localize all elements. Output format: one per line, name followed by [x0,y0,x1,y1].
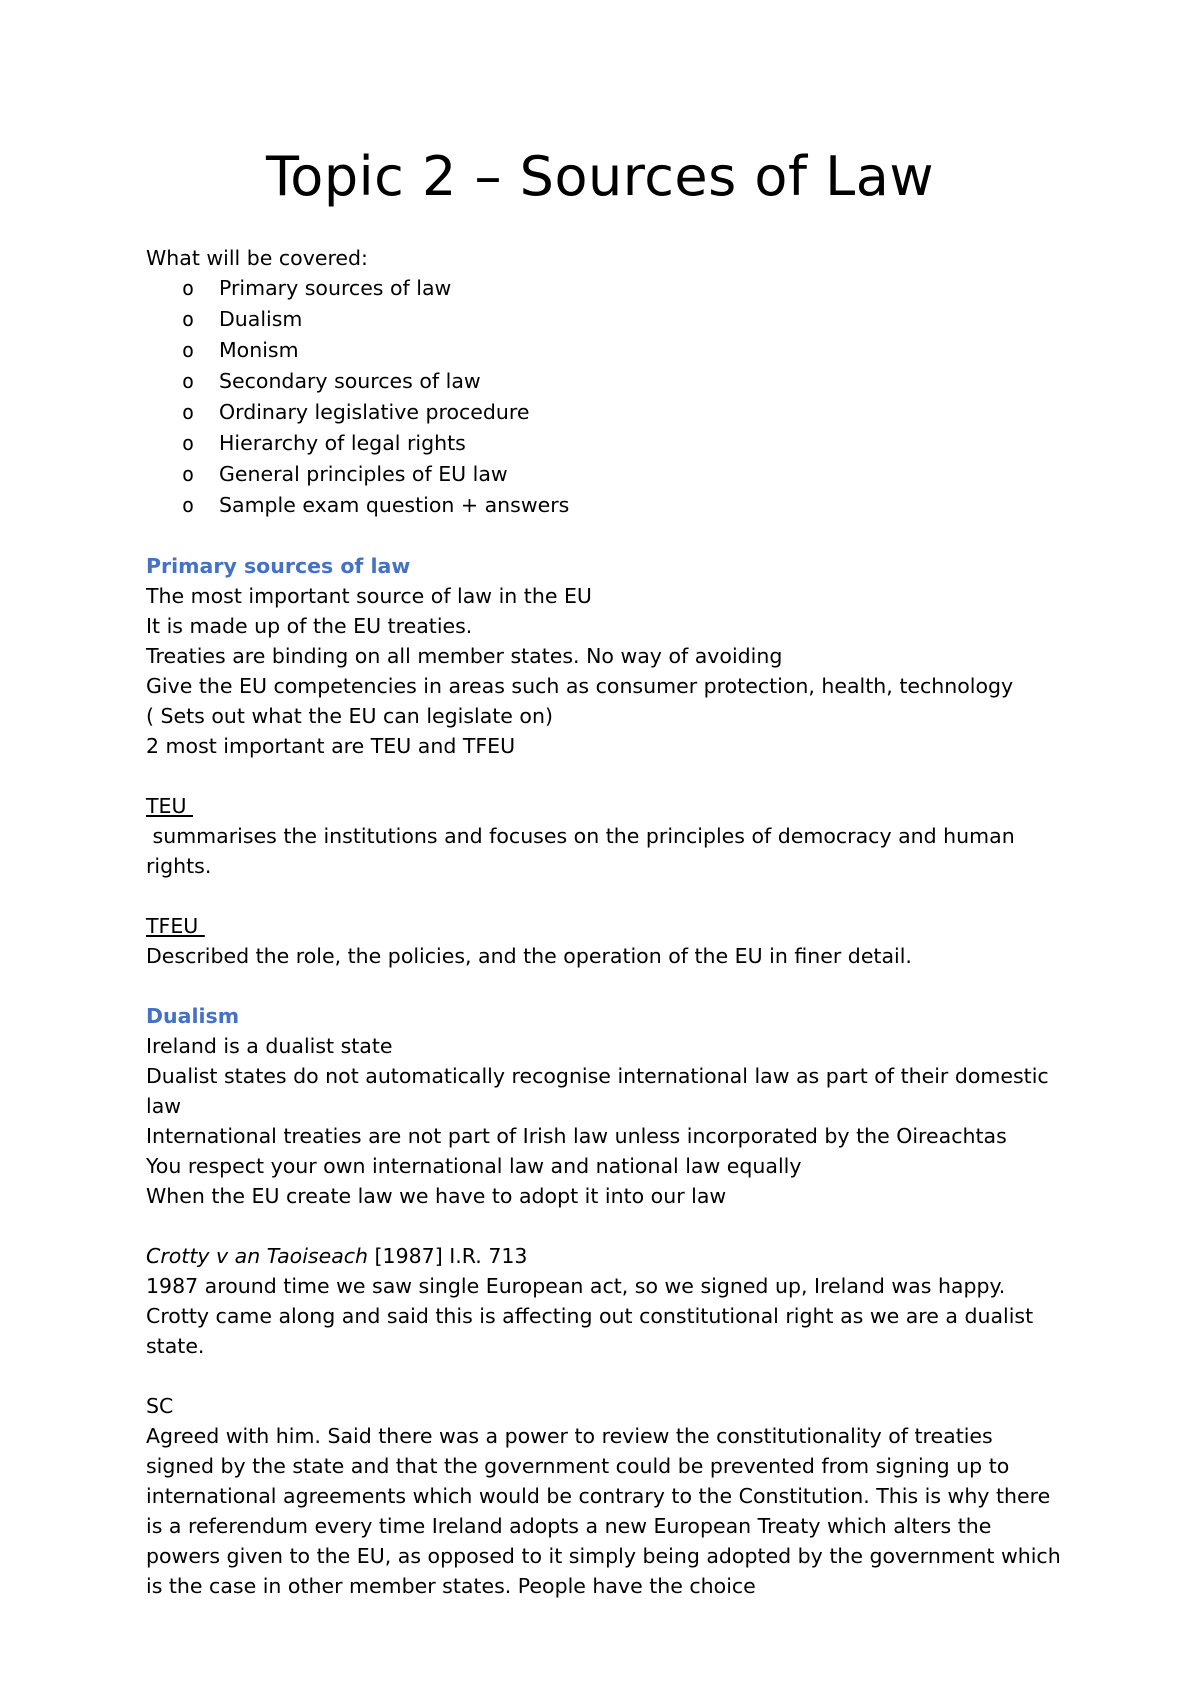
primary-line: The most important source of law in the EU [146,584,592,608]
case-name: Crotty v an Taoiseach [146,1244,369,1268]
list-item: o Ordinary legislative procedure [146,397,1066,428]
list-item: o Secondary sources of law [146,366,1066,397]
list-item: o Sample exam question + answers [146,490,1066,521]
bullet-icon: o [182,369,195,393]
case-reference: [1987] I.R. 713 [368,1244,528,1268]
heading-dualism: Dualism [146,1004,240,1028]
primary-line: ( Sets out what the EU can legislate on) [146,704,553,728]
spacer [146,1361,1066,1391]
case-citation [146,1241,1066,1271]
tfeu-text: Described the role, the policies, and the operation of the EU in finer detail. [146,944,912,968]
heading-primary-sources: Primary sources of law [146,554,411,578]
bullet-icon: o [182,307,195,331]
covered-list [146,273,1066,521]
spacer [146,881,1066,911]
primary-line: It is made up of the EU treaties. [146,614,473,638]
covered-intro: What will be covered: [146,246,368,270]
dualism-line: You respect your own international law and national law equally [146,1154,802,1178]
dualism-line: Dualist states do not automatically recognise international law as part of their domestic law [146,1064,1056,1118]
bullet-icon: o [182,338,195,362]
dualism-line: International treaties are not part of Irish law unless incorporated by the Oireachtas [146,1124,1007,1148]
spacer [146,971,1066,1001]
list-item: o Primary sources of law [146,273,1066,304]
document-body [146,243,1066,1601]
dualism-line: Ireland is a dualist state [146,1034,393,1058]
case-summary: 1987 around time we saw single European act, so we signed up, Ireland was happy. Crotty came along and said this is affecting out constitutional right as we are a dualist state. [146,1274,1034,1358]
list-item: o Monism [146,335,1066,366]
heading-teu: TEU [146,794,193,818]
bullet-icon: o [182,462,195,486]
teu-text: summarises the institutions and focuses on the principles of democracy and human rights. [146,824,1022,878]
primary-line: 2 most important are TEU and TFEU [146,734,516,758]
bullet-icon: o [182,493,195,517]
dualism-line: When the EU create law we have to adopt it into our law [146,1184,727,1208]
page-title: Topic 2 – Sources of Law [266,145,934,208]
list-item: o Hierarchy of legal rights [146,428,1066,459]
primary-line: Treaties are binding on all member states. No way of avoiding [146,644,783,668]
bullet-icon: o [182,400,195,424]
list-item: o General principles of EU law [146,459,1066,490]
bullet-icon: o [182,431,195,455]
spacer [146,761,1066,791]
heading-sc: SC [146,1394,174,1418]
list-item: o Dualism [146,304,1066,335]
bullet-icon: o [182,276,195,300]
primary-line: Give the EU competencies in areas such as consumer protection, health, technology [146,674,1014,698]
heading-tfeu: TFEU [146,914,205,938]
sc-text: Agreed with him. Said there was a power to review the constitutionality of treaties signed by the state and that the government could be prevented from signing up to international agreements which would be contrary to the Constitution. This is why there is a referendum every time Ireland adopts a new European Treaty which alters the powers given to the EU, as opposed to it simply being adopted by the government which is the case in other member states. People have the choice [146,1424,1061,1598]
spacer [146,521,1066,551]
spacer [146,1211,1066,1241]
